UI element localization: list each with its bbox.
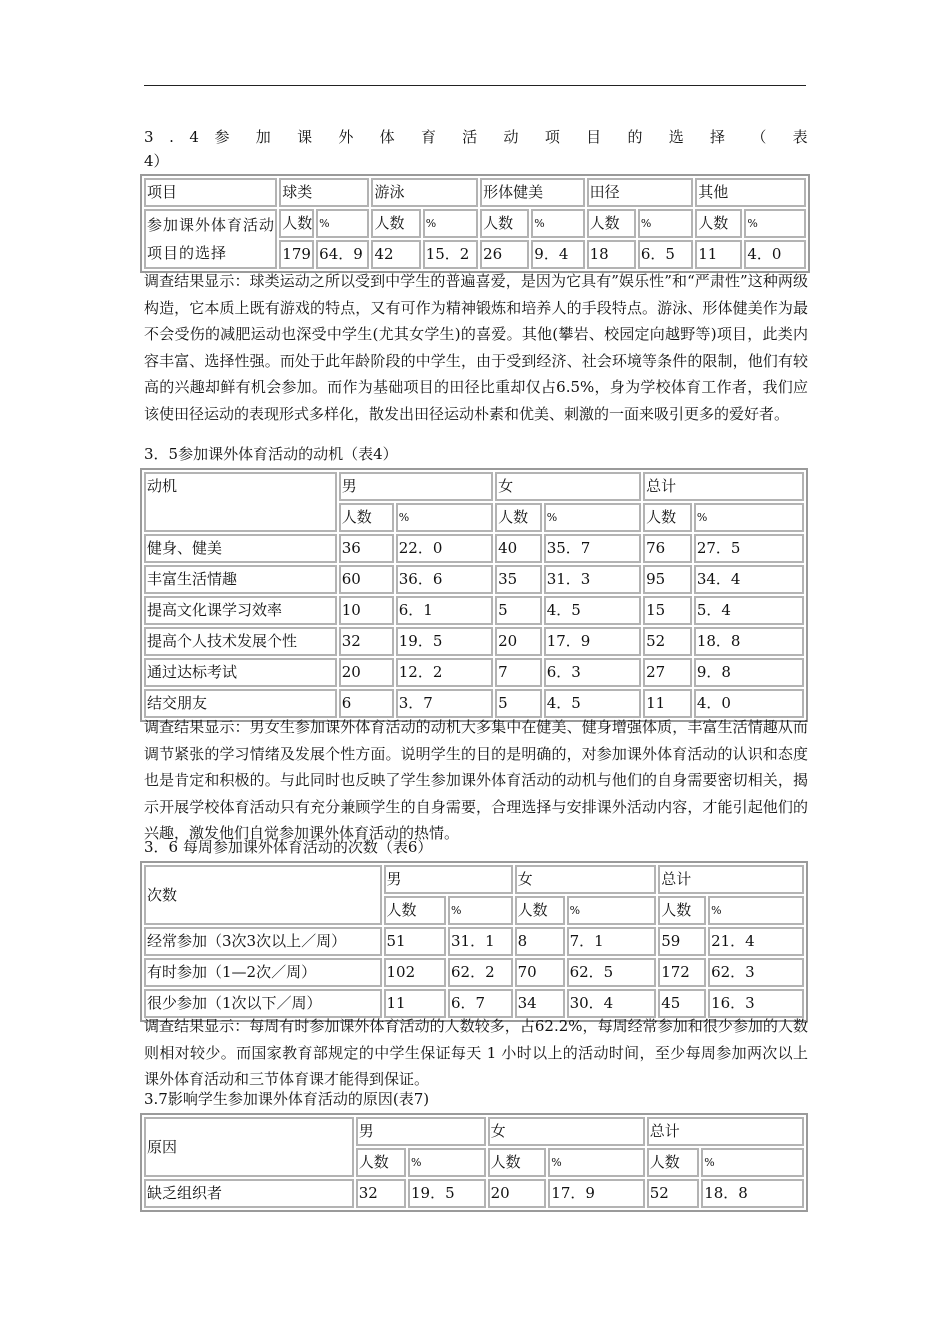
table-row-label: 经常参加（3次3次以上／周）: [144, 927, 382, 956]
table-cell: 52: [647, 1179, 699, 1208]
table-cell: 4．0: [744, 240, 806, 269]
table-cell: 62．5: [567, 958, 657, 987]
table-group-header: 男: [339, 472, 493, 501]
table-cell: 7．1: [567, 927, 657, 956]
table-cell: 59: [658, 927, 706, 956]
table-header-cell: 形体健美: [480, 178, 585, 207]
table-body: [144, 1179, 804, 1208]
heading-char: 加: [255, 128, 282, 146]
table-header-cell: 球类: [279, 178, 369, 207]
table-row-label: 提高文化课学习效率: [144, 596, 337, 625]
table-subheader-cell: 人数: [356, 1148, 406, 1177]
heading-char: 的: [627, 128, 654, 146]
table-group-header: 总计: [643, 472, 804, 501]
table-subheader-cell: 人数: [339, 503, 394, 532]
table-activity-choice: [140, 174, 810, 273]
table-cell: 179: [279, 240, 314, 269]
table-cell: 62．3: [708, 958, 804, 987]
table-subheader-cell: %: [548, 1148, 644, 1177]
table-cell: 6．7: [448, 989, 513, 1018]
table-cell: 4．5: [544, 596, 641, 625]
table-cell: 95: [643, 565, 692, 594]
table-row: [144, 596, 804, 625]
table-cell: 6．1: [396, 596, 493, 625]
table-body: [144, 927, 804, 1018]
table-cell: 45: [658, 989, 706, 1018]
table-cell: 18．8: [701, 1179, 804, 1208]
heading-char: 选: [668, 128, 695, 146]
table-subheader-cell: %: [744, 209, 806, 238]
table-subheader-cell: %: [316, 209, 369, 238]
table-cell: 6: [339, 689, 394, 718]
table-cell: 17．9: [548, 1179, 644, 1208]
table-cell: 20: [495, 627, 542, 656]
paragraph-motivation-analysis: 调查结果显示：男女生参加课外体育活动的动机大多集中在健美、健身增强体质，丰富生活情趣从而调节紧张的学习情绪及发展个性方面。说明学生的目的是明确的，对参加课外体育活动的认识和态度也是肯定和积极的。与此同时也反映了学生参加课外体育活动的动机与他们的自身需要密切相关，揭示开展学校体育活动只有充分兼顾学生的自身需要，合理选择与安排课外活动内容，才能引起他们的兴趣，激发他们自觉参加课外体育活动的热情。: [144, 718, 808, 842]
table-cell: 62．2: [448, 958, 513, 987]
table-group-header: 女: [488, 1117, 645, 1146]
table-cell: 8: [515, 927, 565, 956]
table-header-cell: 游泳: [371, 178, 478, 207]
table-cell: 22．0: [396, 534, 493, 563]
table-cell: 16．3: [708, 989, 804, 1018]
table-row: [144, 178, 806, 207]
table-cell: 7: [495, 658, 542, 687]
table-header-cell: 项目: [144, 178, 277, 207]
table-subheader-cell: %: [423, 209, 478, 238]
heading-char: 择: [710, 128, 736, 146]
table-group-header: 男: [356, 1117, 486, 1146]
table-cell: 20: [339, 658, 394, 687]
table-subheader-cell: %: [567, 896, 657, 925]
table-row: [144, 865, 804, 894]
table-header-cell: 田径: [587, 178, 694, 207]
table-subheader-cell: 人数: [488, 1148, 547, 1177]
table-cell: 11: [643, 689, 692, 718]
table-subheader-cell: %: [544, 503, 641, 532]
table-cell: 32: [356, 1179, 406, 1208]
table-motivation: [140, 468, 808, 722]
heading-char: 项: [544, 128, 571, 146]
table-row: [144, 565, 804, 594]
table-reasons: [140, 1113, 808, 1212]
section-3-4-heading-tail: 4）: [144, 152, 169, 170]
heading-char: 目: [586, 128, 612, 146]
table-cell: 20: [488, 1179, 547, 1208]
table-cell: 18: [587, 240, 636, 269]
table-row-label: 参加课外体育活动项目的选择: [144, 209, 277, 269]
table-cell: 15: [643, 596, 692, 625]
section-3-4-heading: [144, 126, 808, 148]
table-row-label: 缺乏组织者: [144, 1179, 354, 1208]
table-cell: 31．3: [544, 565, 641, 594]
table-cell: 3．7: [396, 689, 493, 718]
table-cell: 172: [658, 958, 706, 987]
table-row: [144, 1117, 804, 1146]
paragraph-frequency-analysis: 调查结果显示：每周有时参加课外体育活动的人数较多，占62.2%，每周经常参加和很少参加的人数则相对较少。而国家教育部规定的中学生保证每天 1 小时以上的活动时间，至少每周参加两次以上课外体育活动和三节体育课才能得到保证。: [144, 1017, 808, 1088]
table-cell: 9．8: [694, 658, 804, 687]
heading-char: 动: [503, 128, 530, 146]
table-cell: 4．5: [544, 689, 641, 718]
table-cell: 64．9: [316, 240, 369, 269]
table-row-label: 结交朋友: [144, 689, 337, 718]
table-header-cell: 动机: [144, 472, 337, 532]
table-cell: 35．7: [544, 534, 641, 563]
table-row: [144, 209, 806, 238]
heading-char: 参: [214, 128, 241, 146]
table-cell: 4．0: [694, 689, 804, 718]
heading-char: 外: [338, 128, 365, 146]
table-cell: 70: [515, 958, 565, 987]
table-cell: 26: [480, 240, 529, 269]
table-row-label: 有时参加（1—2次／周）: [144, 958, 382, 987]
table-row-label: 丰富生活情趣: [144, 565, 337, 594]
table-subheader-cell: 人数: [384, 896, 447, 925]
table-cell: 18．8: [694, 627, 804, 656]
table-row-label: 健身、健美: [144, 534, 337, 563]
table-cell: 21．4: [708, 927, 804, 956]
section-3-5-heading: 3．5参加课外体育活动的动机（表4）: [144, 445, 398, 463]
table-cell: 76: [643, 534, 692, 563]
table-subheader-cell: 人数: [643, 503, 692, 532]
table-subheader-cell: 人数: [495, 503, 542, 532]
table-cell: 60: [339, 565, 394, 594]
table-row: [144, 1179, 804, 1208]
table-cell: 19．5: [408, 1179, 486, 1208]
table-subheader-cell: 人数: [515, 896, 565, 925]
table-cell: 31．1: [448, 927, 513, 956]
table-cell: 34: [515, 989, 565, 1018]
table-cell: 6．3: [544, 658, 641, 687]
table-row: [144, 534, 804, 563]
table-subheader-cell: %: [708, 896, 804, 925]
table-cell: 27．5: [694, 534, 804, 563]
table-group-header: 总计: [647, 1117, 804, 1146]
table-row: [144, 472, 804, 501]
table-subheader-cell: %: [694, 503, 804, 532]
header-rule: [144, 85, 806, 86]
table-subheader-cell: %: [638, 209, 693, 238]
table-cell: 51: [384, 927, 447, 956]
table-cell: 19．5: [396, 627, 493, 656]
heading-char: 3: [144, 128, 154, 146]
table-cell: 11: [695, 240, 742, 269]
heading-char: 表: [792, 128, 808, 146]
table-row-label: 提高个人技术发展个性: [144, 627, 337, 656]
table-cell: 5: [495, 689, 542, 718]
heading-char: 4: [189, 128, 199, 146]
table-subheader-cell: 人数: [587, 209, 636, 238]
table-row: [144, 927, 804, 956]
table-cell: 9．4: [531, 240, 584, 269]
table-subheader-cell: 人数: [695, 209, 742, 238]
table-cell: 42: [371, 240, 420, 269]
table-row: [144, 627, 804, 656]
table-cell: 11: [384, 989, 447, 1018]
heading-char: .: [169, 128, 174, 146]
table-subheader-cell: 人数: [480, 209, 529, 238]
table-cell: 40: [495, 534, 542, 563]
table-frequency: [140, 861, 808, 1022]
heading-char: （: [751, 128, 778, 146]
table-header-cell: 次数: [144, 865, 382, 925]
table-cell: 5: [495, 596, 542, 625]
heading-char: 育: [420, 128, 447, 146]
table-subheader-cell: 人数: [279, 209, 314, 238]
table-cell: 27: [643, 658, 692, 687]
table-cell: 12．2: [396, 658, 493, 687]
table-cell: 36: [339, 534, 394, 563]
table-row: [144, 958, 804, 987]
table-cell: 52: [643, 627, 692, 656]
table-subheader-cell: %: [448, 896, 513, 925]
table-subheader-cell: 人数: [647, 1148, 699, 1177]
table-cell: 36．6: [396, 565, 493, 594]
table-group-header: 男: [384, 865, 513, 894]
section-3-6-heading: 3．6 每周参加课外体育活动的次数（表6）: [144, 838, 433, 856]
table-subheader-cell: %: [396, 503, 493, 532]
table-group-header: 女: [515, 865, 657, 894]
table-header-cell: 原因: [144, 1117, 354, 1177]
table-cell: 102: [384, 958, 447, 987]
table-row: [144, 658, 804, 687]
table-cell: 10: [339, 596, 394, 625]
table-cell: 6．5: [638, 240, 693, 269]
table-subheader-cell: 人数: [371, 209, 420, 238]
table-cell: 17．9: [544, 627, 641, 656]
table-row-label: 通过达标考试: [144, 658, 337, 687]
section-3-7-heading: 3.7影响学生参加课外体育活动的原因(表7): [144, 1090, 430, 1108]
table-group-header: 女: [495, 472, 641, 501]
heading-char: 课: [297, 128, 323, 146]
table-cell: 30．4: [567, 989, 657, 1018]
table-subheader-cell: 人数: [658, 896, 706, 925]
heading-char: 活: [462, 128, 489, 146]
table-subheader-cell: %: [701, 1148, 804, 1177]
table-subheader-cell: %: [408, 1148, 486, 1177]
table-cell: 15．2: [423, 240, 478, 269]
table-subheader-cell: %: [531, 209, 584, 238]
table-cell: 5．4: [694, 596, 804, 625]
heading-char: 体: [379, 128, 406, 146]
table-group-header: 总计: [658, 865, 804, 894]
table-row-label: 很少参加（1次以下／周）: [144, 989, 382, 1018]
table-cell: 32: [339, 627, 394, 656]
table-header-cell: 其他: [695, 178, 806, 207]
table-body: [144, 534, 804, 718]
table-cell: 35: [495, 565, 542, 594]
table-cell: 34．4: [694, 565, 804, 594]
paragraph-activity-choice-analysis: 调查结果显示：球类运动之所以受到中学生的普遍喜爱，是因为它具有”娱乐性”和“严肃性”这种两级构造，它本质上既有游戏的特点，又有可作为精神锻炼和培养人的手段特点。游泳、形体健美作为最不会受伤的减肥运动也深受中学生(尤其女学生)的喜爱。其他(攀岩、校园定向越野等)项目，此类内容丰富、选择性强。而处于此年龄阶段的中学生，由于受到经济、社会环境等条件的限制，他们有较高的兴趣却鲜有机会参加。而作为基础项目的田径比重却仅占6.5%，身为学校体育工作者，我们应该使田径运动的表现形式多样化，散发出田径运动朴素和优美、刺激的一面来吸引更多的爱好者。: [144, 272, 808, 423]
